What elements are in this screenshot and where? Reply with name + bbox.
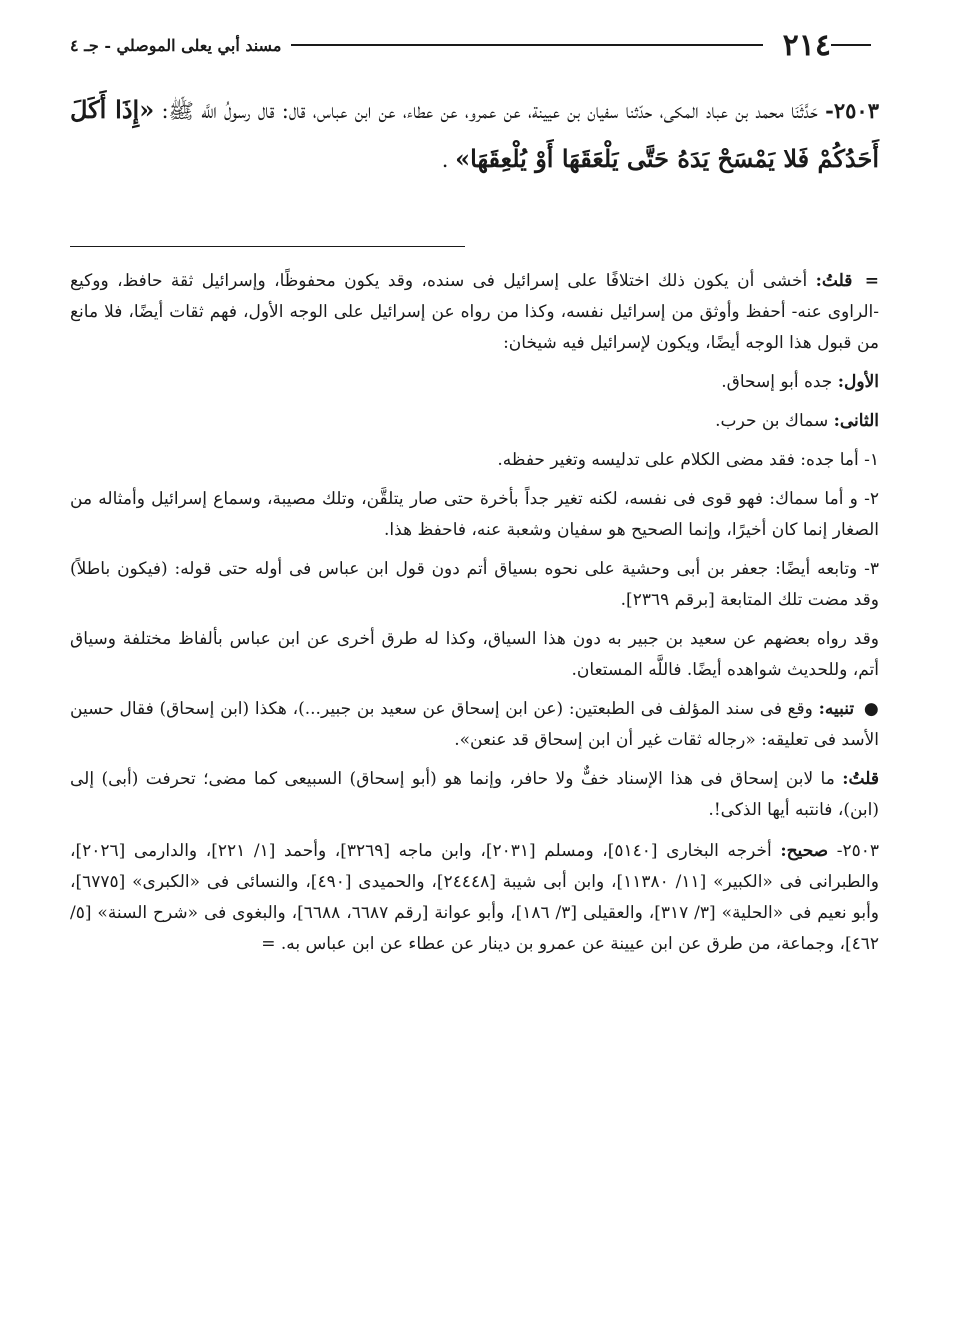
note-second-lead: الثانى: [833, 411, 879, 431]
note-first-text: جده أبو إسحاق. [721, 372, 833, 392]
takhrij-end-marker: = [261, 934, 276, 954]
note-paragraph [70, 266, 879, 359]
running-header [70, 28, 879, 62]
note-tanbih [70, 694, 879, 756]
hadith-number: ٢٥٠٣- [825, 98, 879, 123]
tanbih-text: وقع فى سند المؤلف فى الطبعتين: (عن ابن إسحاق عن سعيد بن جبير...)، هكذا (ابن إسحاق) فقال حسين الأسد فى تعليقه: «رجاله ثقات غير أن ابن إسحاق قد عنعن». [70, 699, 879, 750]
note-first [70, 367, 879, 398]
note-paragraph-3 [70, 764, 879, 826]
note-item-2: ٢- و أما سماك: فهو قوى فى نفسه، لكنه تغير جداً بأخرة حتى صار يتلقَّن، وتلك مصيبة، وسماع إسرائيل وأمثاله من الصغار إنما كان أخيرًا، وإنما الصحيح هو سفيان وشعبة عنه، فاحفظ هذا. [70, 489, 879, 540]
note-text: أخشى أن يكون ذلك اختلافًا على إسرائيل فى سنده، وقد يكون محفوظًا، وإسرائيل ثقة حافظ، ووكيع -الراوى عنه- أحفظ وأوثق من إسرائيل نفسه، وكذا من رواه عن إسرائيل على الوجه الأول، فهم ثقات أيضًا، فلا مانع من قبول هذا الوجه أيضًا، ويكون لإسرائيل فيه شيخان: [70, 271, 879, 353]
hadith-text [70, 86, 879, 184]
footnote-separator [70, 246, 465, 247]
takhrij-number: ٢٥٠٣- [836, 841, 879, 861]
header-rule [291, 44, 762, 46]
hadith-end: . [441, 148, 449, 172]
note-item-3: ٣- وتابعه أيضًا: جعفر بن أبى وحشية على نحوه بسياق أتم دون قول ابن عباس فى أوله حتى قوله: (فيكون باطلاً) وقد مضت تلك المتابعة [برقم ٢٣٦٩]. [70, 559, 879, 610]
note-paragraph-2: وقد رواه بعضهم عن سعيد بن جبير به دون هذا السياق، وكذا له طرق أخرى عن ابن عباس بألفاظ مختلفة وسياق أتم، وللحديث شواهده أيضًا. فاللَّه المستعان. [70, 629, 879, 680]
tanbih-lead: تنبيه: [818, 699, 855, 719]
note-second-text: سماك بن حرب. [715, 411, 829, 431]
book-title: مسند أبي يعلى الموصلي - جـ ٤ [70, 35, 282, 55]
note-item-1: ١- أما جده: فقد مضى الكلام على تدليسه وتغير حفظه. [497, 450, 879, 470]
footnotes [70, 266, 879, 968]
note-second [70, 406, 879, 437]
continuation-marker: = [864, 271, 879, 291]
takhrij-text: أخرجه البخارى [٥١٤٠]، ومسلم [٢٠٣١]، وابن ماجه [٣٢٦٩]، وأحمد [١/ ٢٢١]، والدارمى [٢٠٢٦]، والطبرانى فى «الكبير» [١١/ ١١٣٨٠]، وابن أبى شيبة [٢٤٤٤٨]، والحميدى [٤٩٠]، والنسائى فى «الكبرى» [٦٧٧٥]، وأبو نعيم فى «الحلية» [٣/ ٣١٧]، والعقيلى [٣/ ١٨٦]، وأبو عوانة [رقم ٦٦٨٧، ٦٦٨٨]، والبغوى فى «شرح السنة» [٥/ ٤٦٢]، وجماعة، من طرق عن ابن عيينة عن عمرو بن دينار عن عطاء عن ابن عباس به. [70, 841, 880, 954]
hadith-isnad: حَدَّثَنَا محمد بن عباد المكى، حدّثنا سفيان بن عيينة، عن عمرو، عن عطاء، عن ابن عباس، قال: قال رسولُ اللَّه ﷺ: [161, 99, 818, 123]
takhrij-grade: صحيح: [780, 841, 829, 861]
hadith-matn: «إِذَا أَكَلَ أَحَدُكُمْ فَلا يَمْسَحْ يَدَهُ حَتَّى يَلْعَقَهَا أَوْ يُلْعِقَهَا» [70, 95, 879, 173]
page-number: ٢١٤ [782, 27, 831, 63]
header-dash [831, 44, 871, 46]
note-lead: قلتُ: [815, 271, 853, 291]
note-first-lead: الأول: [837, 372, 879, 392]
note-text-3: ما لابن إسحاق فى هذا الإسناد خفٌّ ولا حافر، وإنما هو (أبو إسحاق) السبيعى كما مضى؛ تحرفت (أبى) إلى (ابن)، فانتبه أيها الذكى!. [70, 769, 879, 820]
bullet-icon: ● [863, 699, 880, 719]
note-lead-3: قلتُ: [842, 769, 879, 789]
takhrij [70, 836, 879, 960]
